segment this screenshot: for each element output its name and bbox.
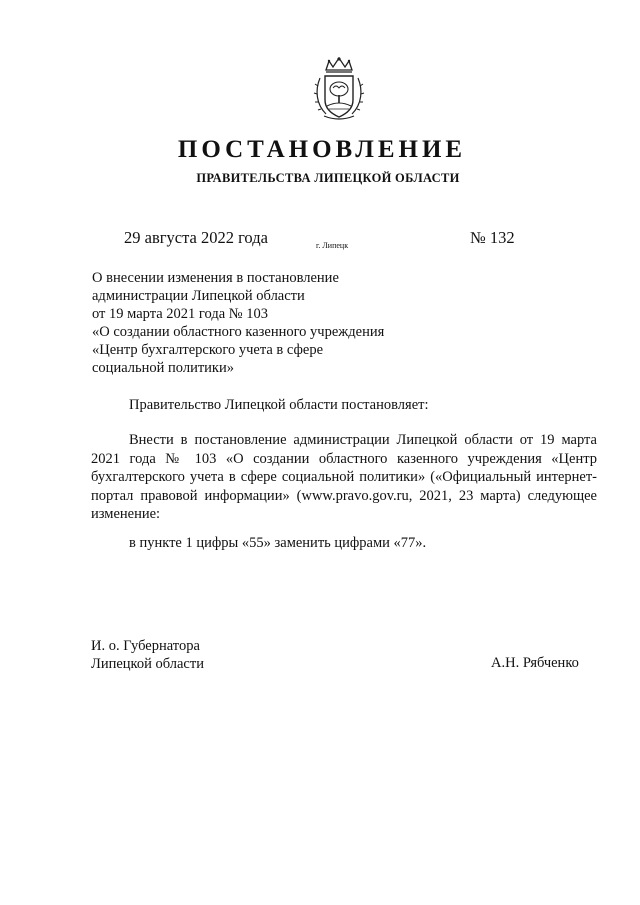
signer-name: А.Н. Рябченко (491, 655, 579, 671)
heading-line: «О создании областного казенного учреждения (92, 324, 385, 340)
signer-position-line: Липецкой области (91, 656, 204, 672)
signer-position-line: И. о. Губернатора (91, 638, 200, 654)
body-paragraph-change: в пункте 1 цифры «55» заменить цифрами «77». (129, 535, 427, 551)
signer-position (91, 637, 204, 673)
heading-line: от 19 марта 2021 года № 103 (92, 306, 268, 322)
document-heading (92, 269, 412, 377)
heading-line: социальной политики» (92, 360, 234, 376)
coat-of-arms-icon (312, 56, 366, 122)
body-paragraph-main: Внести в постановление администрации Липецкой области от 19 марта 2021 года № 103 «О создании областного казенного учреждения «Центр бухгалтерского учета в сфере социальной политики» («Официальный интернет-портал правовой информации» (www.pravo.gov.ru, 2021, 23 марта) следующее изменение: (91, 432, 597, 522)
document-title: ПОСТАНОВЛЕНИЕ (177, 136, 467, 163)
body-paragraph-preamble: Правительство Липецкой области постановляет: (129, 397, 429, 413)
heading-line: администрации Липецкой области (92, 288, 305, 304)
heading-line: О внесении изменения в постановление (92, 270, 339, 286)
document-date: 29 августа 2022 года (124, 228, 268, 247)
heading-line: «Центр бухгалтерского учета в сфере (92, 342, 324, 358)
document-city: г. Липецк (316, 241, 349, 250)
document-subtitle: ПРАВИТЕЛЬСТВА ЛИПЕЦКОЙ ОБЛАСТИ (196, 171, 460, 185)
document-number: № 132 (470, 228, 515, 247)
